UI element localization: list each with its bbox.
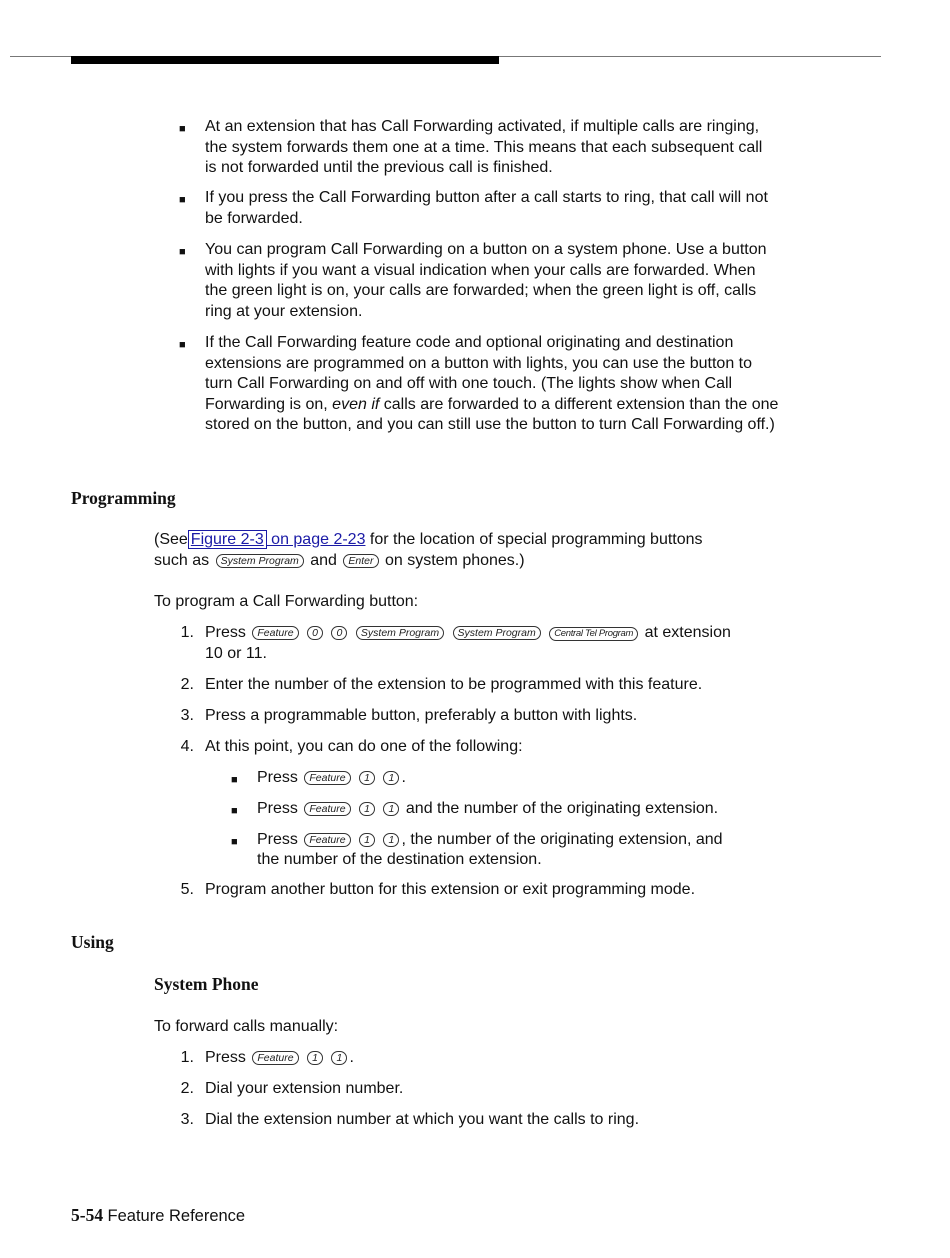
- section-heading-programming: Programming: [71, 488, 176, 508]
- step-number: 3.: [180, 707, 194, 724]
- bullet-marker: ■: [179, 194, 186, 206]
- step-text: Program another button for this extension or exit programming mode.: [205, 881, 696, 898]
- zero-key: 0: [331, 626, 347, 640]
- bullet-text: You can program Call Forwarding on a button on a system phone. Use a button with lights if you want a visual indication when your calls are forwarded. When the green light is on, your calls are forwarded; when the green light is off, calls ring at your extension.: [205, 241, 767, 320]
- footer-title: Feature Reference: [107, 1207, 246, 1225]
- bullet-marker: ■: [179, 339, 186, 351]
- step-continuation: 10 or 11.: [205, 645, 267, 662]
- step-text: [205, 623, 805, 644]
- system-program-key: System Program: [453, 626, 541, 640]
- header-bar: [71, 56, 499, 64]
- system-program-key: System Program: [356, 626, 444, 640]
- bullet-marker: ■: [231, 805, 238, 817]
- press-text: Press: [205, 1049, 246, 1066]
- see-rest: for the location of special programming buttons: [365, 531, 703, 548]
- bullet-marker: ■: [179, 123, 186, 135]
- using-intro: To forward calls manually:: [154, 1018, 339, 1035]
- feature-key: Feature: [304, 833, 350, 847]
- after-text: .: [349, 1049, 354, 1066]
- one-key: 1: [331, 1051, 347, 1065]
- feature-key: Feature: [252, 626, 298, 640]
- after-text: , the number of the originating extension, and: [401, 831, 723, 848]
- step-number: 1.: [180, 1049, 194, 1066]
- step-number: 1.: [180, 624, 194, 641]
- option-text: [257, 830, 723, 851]
- step-text: Dial the extension number at which you want the calls to ring.: [205, 1111, 640, 1128]
- programming-intro: To program a Call Forwarding button:: [154, 593, 419, 610]
- subheading-system-phone: System Phone: [154, 974, 259, 994]
- one-key: 1: [307, 1051, 323, 1065]
- bullet-text: At an extension that has Call Forwarding activated, if multiple calls are ringing, the system forwards them one at a time. This means that each subsequent call is not forwarded until the previous call is finished.: [205, 118, 763, 177]
- bullet-text: [205, 333, 780, 436]
- step-text: Press a programmable button, preferably a button with lights.: [205, 707, 638, 724]
- step-number: 4.: [180, 738, 194, 755]
- one-key: 1: [383, 802, 399, 816]
- press-text: Press: [257, 769, 298, 786]
- step-number: 5.: [180, 881, 194, 898]
- feature-key: Feature: [304, 802, 350, 816]
- press-text: Press: [257, 800, 298, 817]
- step-text: Enter the number of the extension to be programmed with this feature.: [205, 676, 703, 693]
- step-text: [205, 1048, 354, 1069]
- on-phones: on system phones.): [384, 551, 525, 569]
- step-number: 2.: [180, 676, 194, 693]
- enter-key: Enter: [343, 554, 378, 568]
- system-program-key: System Program: [216, 554, 304, 568]
- bullet-marker: ■: [231, 836, 238, 848]
- option-text: [257, 799, 718, 820]
- see-open: (See: [154, 531, 188, 548]
- step-text: Dial your extension number.: [205, 1080, 404, 1097]
- see-figure-paragraph: [154, 530, 784, 571]
- bullet-marker: ■: [231, 774, 238, 786]
- option-continuation: the number of the destination extension.: [257, 851, 542, 868]
- one-key: 1: [383, 771, 399, 785]
- feature-key: Feature: [252, 1051, 298, 1065]
- option-text: [257, 768, 406, 789]
- one-key: 1: [359, 833, 375, 847]
- bullet-text-pre: If the Call Forwarding feature code and optional originating and destination extensions are programmed on a button with lights, you can use the button to turn Call Forwarding on and off with one touch. (The lights show when Call Forwarding is on,: [205, 334, 752, 413]
- one-key: 1: [383, 833, 399, 847]
- press-text: Press: [205, 624, 246, 641]
- page-footer: [71, 1205, 245, 1227]
- central-tel-program-key: Central Tel Program: [549, 627, 638, 641]
- figure-link[interactable]: Figure 2-3: [188, 530, 267, 549]
- such-as: such as: [154, 551, 210, 569]
- bullet-text-post: calls are forwarded to a different extension than the one stored on the button, and you can still use the button to turn Call Forwarding off.): [205, 395, 779, 434]
- page-link[interactable]: on page 2-23: [266, 531, 366, 548]
- zero-key: 0: [307, 626, 323, 640]
- step-number: 3.: [180, 1111, 194, 1128]
- one-key: 1: [359, 802, 375, 816]
- step-text: At this point, you can do one of the following:: [205, 738, 523, 755]
- page-number: 5-54: [71, 1205, 104, 1225]
- emphasis: even if: [332, 395, 380, 413]
- and-text: and: [310, 551, 337, 569]
- after-text: at extension: [644, 624, 731, 641]
- one-key: 1: [359, 771, 375, 785]
- after-text: .: [401, 769, 406, 786]
- step-number: 2.: [180, 1080, 194, 1097]
- section-heading-using: Using: [71, 932, 114, 952]
- press-text: Press: [257, 831, 298, 848]
- feature-key: Feature: [304, 771, 350, 785]
- bullet-marker: ■: [179, 246, 186, 258]
- after-text: and the number of the originating extension.: [401, 800, 719, 817]
- bullet-text: If you press the Call Forwarding button after a call starts to ring, that call will not be forwarded.: [205, 189, 768, 227]
